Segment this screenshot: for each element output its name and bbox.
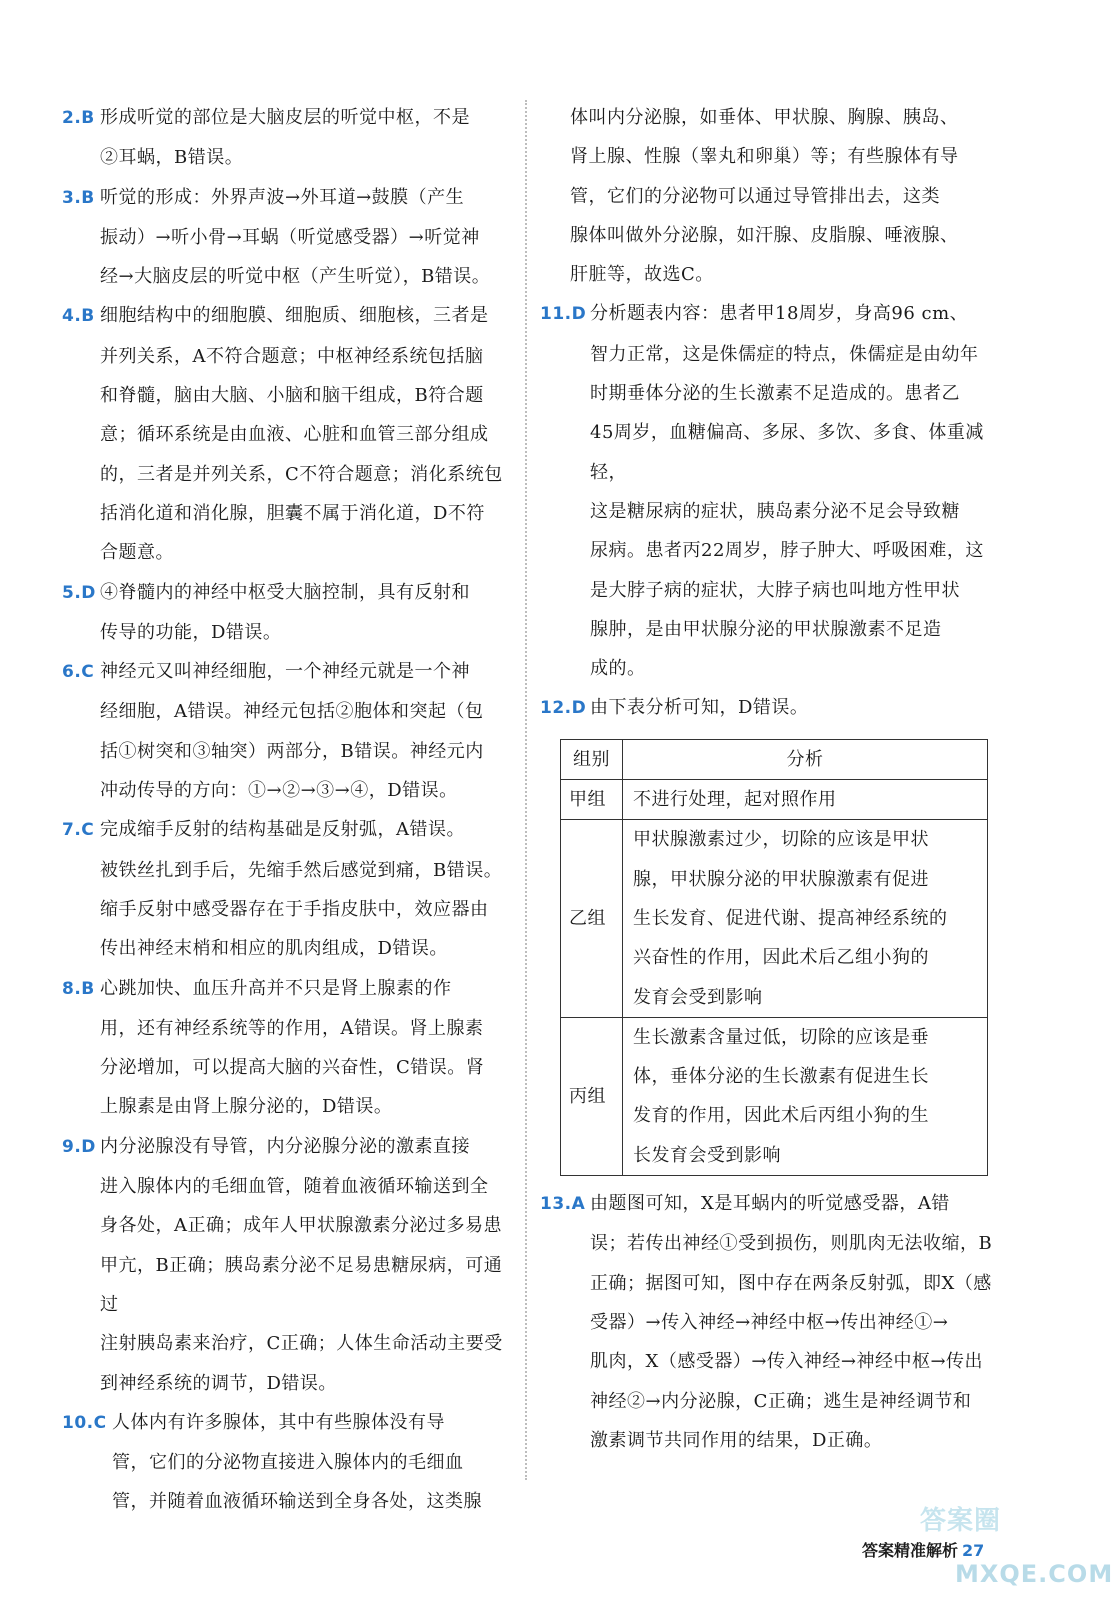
answer-line: 智力正常，这是侏儒症的特点，侏儒症是由幼年: [590, 343, 979, 365]
table-row: [561, 780, 988, 820]
table-line: 腺，甲状腺分泌的甲状腺激素有促进: [633, 868, 929, 890]
answer-line: 用，还有神经系统等的作用，A错误。肾上腺素: [100, 1017, 484, 1039]
answer-number: 4.B: [62, 306, 95, 327]
answer-number: 6.C: [62, 662, 95, 683]
answer-line: 的，三者是并列关系，C不符合题意；消化系统包: [100, 463, 503, 485]
answer-line: 正确；据图可知，图中存在两条反射弧，即X（感: [590, 1272, 992, 1294]
table-line: 不进行处理，起对照作用: [633, 789, 837, 811]
answer-10-continued: [540, 98, 1000, 294]
answer-line: 肌肉，X（感受器）→传入神经→神经中枢→传出: [590, 1351, 984, 1373]
answer-line: 听觉的形成：外界声波→外耳道→鼓膜（产生: [100, 186, 465, 208]
answer-line: 45周岁，血糖偏高、多尿、多饮、多食、体重减轻，: [590, 422, 984, 483]
answer-number: 9.D: [62, 1136, 96, 1157]
answer-number: 2.B: [62, 108, 95, 128]
answer-line: 进入腺体内的毛细血管，随着血液循环输送到全: [100, 1176, 489, 1198]
answer-11: [540, 294, 1000, 688]
answer-line: 缩手反射中感受器存在于手指皮肤中，效应器由: [100, 898, 489, 920]
footer-label: 答案精准解析: [862, 1541, 959, 1560]
answer-line: 冲动传导的方向：①→②→③→④，D错误。: [100, 780, 458, 802]
table-header-group: 组别: [561, 739, 623, 779]
table-row: [561, 820, 988, 1017]
answer-line: 细胞结构中的细胞膜、细胞质、细胞核，三者是: [100, 305, 489, 327]
answer-line: 经细胞，A错误。神经元包括②胞体和突起（包: [100, 701, 484, 723]
answer-line: 管，并随着血液循环输送到全身各处，这类腺: [112, 1491, 482, 1513]
answer-line: 尿病。患者丙22周岁，脖子肿大、呼吸困难，这: [590, 540, 984, 562]
watermark-url: MXQE.COM: [955, 1560, 1113, 1588]
table-line: 发育会受到影响: [633, 986, 763, 1008]
answer-line: 传出神经末梢和相应的肌肉组成，D错误。: [100, 938, 448, 960]
table-line: 体，垂体分泌的生长激素有促进生长: [633, 1066, 929, 1088]
answer-line: 分泌增加，可以提高大脑的兴奋性，C错误。肾: [100, 1057, 485, 1079]
answer-line: 腺肿，是由甲状腺分泌的甲状腺激素不足造: [590, 618, 942, 640]
answer-9: [62, 1127, 512, 1403]
answer-line: 上腺素是由肾上腺分泌的，D错误。: [100, 1096, 393, 1118]
answer-line: 传导的功能，D错误。: [100, 621, 282, 643]
table-line: 兴奋性的作用，因此术后乙组小狗的: [633, 947, 929, 969]
answer-line: 内分泌腺没有导管，内分泌腺分泌的激素直接: [100, 1135, 470, 1157]
table-line: 生长发育、促进代谢、提高神经系统的: [633, 907, 948, 929]
answer-line: 体叫内分泌腺，如垂体、甲状腺、胸腺、胰岛、: [570, 107, 959, 128]
answer-line: 意；循环系统是由血液、心脏和血管三部分组成: [100, 424, 489, 446]
answer-6: [62, 652, 512, 810]
answer-number: 12.D: [540, 698, 587, 719]
page-footer: [862, 1538, 984, 1561]
answer-line: 到神经系统的调节，D错误。: [100, 1372, 337, 1394]
answer-line: 完成缩手反射的结构基础是反射弧，A错误。: [100, 819, 465, 841]
answer-line: 由下表分析可知，D错误。: [590, 697, 809, 719]
table-cell-group: 甲组: [561, 780, 623, 820]
table-header-row: [561, 739, 988, 779]
answer-line: 管，它们的分泌物直接进入腺体内的毛细血: [112, 1452, 464, 1474]
answer-line: 神经②→内分泌腺，C正确；逃生是神经调节和: [590, 1390, 972, 1412]
table-cell-analysis: [623, 780, 988, 820]
answer-line: 形成听觉的部位是大脑皮层的听觉中枢，不是: [100, 107, 470, 128]
answer-line: 分析题表内容：患者甲18周岁，身高96 cm、: [590, 303, 969, 325]
answer-2: [62, 98, 512, 178]
answer-line: ④脊髓内的神经中枢受大脑控制，具有反射和: [100, 581, 470, 603]
answer-line: 是大脖子病的症状，大脖子病也叫地方性甲状: [590, 579, 960, 601]
answer-line: 和脊髓，脑由大脑、小脑和脑干组成，B符合题: [100, 385, 484, 407]
answer-number: 10.C: [62, 1412, 107, 1433]
watermark-logo: 答案圈: [920, 1506, 1002, 1536]
table-header-analysis: 分析: [623, 739, 988, 779]
answer-number: 11.D: [540, 304, 587, 325]
analysis-table: [560, 739, 988, 1176]
table-cell-group: 丙组: [561, 1017, 623, 1175]
answer-line: 身各处，A正确；成年人甲状腺激素分泌过多易患: [100, 1215, 502, 1237]
answer-line: 肾上腺、性腺（睾丸和卵巢）等；有些腺体有导: [570, 146, 959, 168]
answer-line: 并列关系，A不符合题意；中枢神经系统包括脑: [100, 345, 484, 367]
answer-line: 腺体叫做外分泌腺，如汗腺、皮脂腺、唾液腺、: [570, 224, 959, 246]
answer-10: [62, 1403, 512, 1522]
answer-number: 13.A: [540, 1194, 586, 1215]
answer-line: 肝脏等，故选C。: [570, 264, 714, 286]
answer-line: 这是糖尿病的症状，胰岛素分泌不足会导致糖: [590, 500, 960, 522]
answer-line: 时期垂体分泌的生长激素不足造成的。患者乙: [590, 383, 960, 405]
table-cell-analysis: [623, 1017, 988, 1175]
right-column: [540, 98, 1000, 1460]
table-cell-analysis: [623, 820, 988, 1017]
answer-line: 甲亢，B正确；胰岛素分泌不足易患糖尿病，可通过: [100, 1254, 503, 1315]
table-line: 长发育会受到影响: [633, 1144, 781, 1166]
answer-line: 神经元又叫神经细胞，一个神经元就是一个神: [100, 661, 470, 683]
table-row: [561, 1017, 988, 1175]
answer-number: 8.B: [62, 978, 95, 999]
answer-line: 合题意。: [100, 542, 174, 564]
answer-line: 心跳加快、血压升高并不只是肾上腺素的作: [100, 977, 452, 999]
answer-8: [62, 969, 512, 1127]
table-line: 发育的作用，因此术后丙组小狗的生: [633, 1105, 929, 1127]
answer-5: [62, 573, 512, 653]
answer-line: 成的。: [590, 658, 646, 680]
answer-line: 管，它们的分泌物可以通过导管排出去，这类: [570, 185, 940, 207]
answer-3: [62, 178, 512, 297]
answer-line: 激素调节共同作用的结果，D正确。: [590, 1429, 883, 1451]
answer-7: [62, 810, 512, 968]
answer-line: 括消化道和消化腺，胆囊不属于消化道，D不符: [100, 502, 485, 524]
left-column: [62, 98, 512, 1522]
answer-line: ②耳蜗，B错误。: [100, 147, 244, 169]
answer-line: 被铁丝扎到手后，先缩手然后感觉到痛，B错误。: [100, 859, 503, 881]
answer-line: 经→大脑皮层的听觉中枢（产生听觉），B错误。: [100, 266, 491, 288]
table-cell-group: 乙组: [561, 820, 623, 1017]
answer-13: [540, 1184, 1000, 1460]
answer-line: 括①树突和③轴突）两部分，B错误。神经元内: [100, 740, 484, 762]
table-line: 生长激素含量过低，切除的应该是垂: [633, 1026, 929, 1048]
column-divider: [525, 100, 527, 1480]
answer-number: 7.C: [62, 820, 95, 841]
answer-line: 人体内有许多腺体，其中有些腺体没有导: [112, 1411, 445, 1433]
page-number: 27: [962, 1541, 985, 1560]
table-line: 甲状腺激素过少，切除的应该是甲状: [633, 829, 929, 851]
answer-line: 注射胰岛素来治疗，C正确；人体生命活动主要受: [100, 1333, 503, 1355]
answer-line: 由题图可知，X是耳蜗内的听觉感受器，A错: [590, 1193, 950, 1215]
answer-line: 受器）→传入神经→神经中枢→传出神经①→: [590, 1311, 949, 1333]
answer-number: 5.D: [62, 582, 96, 603]
answer-4: [62, 296, 512, 572]
answer-number: 3.B: [62, 187, 95, 208]
answer-12: [540, 688, 1000, 728]
answer-line: 误；若传出神经①受到损伤，则肌肉无法收缩，B: [590, 1233, 993, 1255]
answer-line: 振动）→听小骨→耳蜗（听觉感受器）→听觉神: [100, 226, 480, 248]
